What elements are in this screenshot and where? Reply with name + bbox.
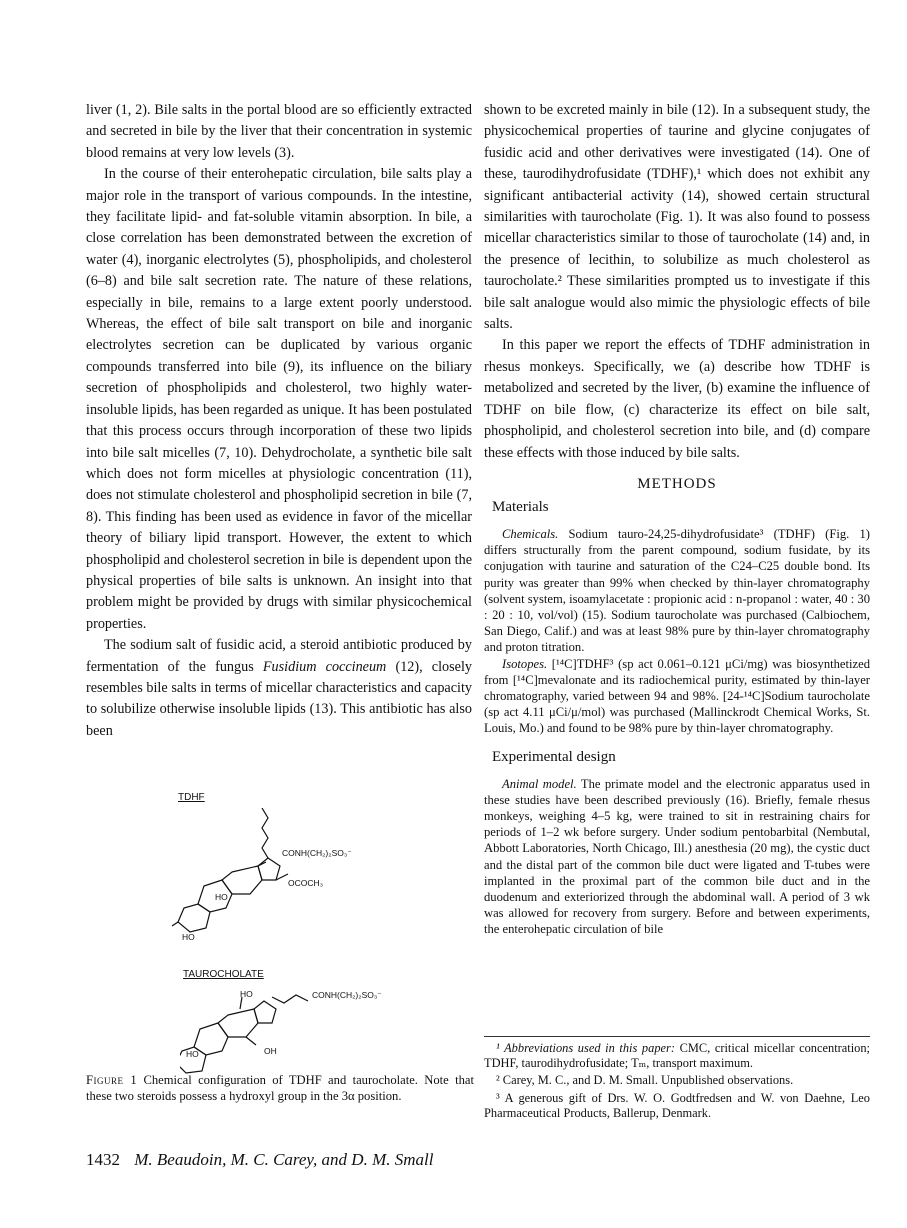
tdhf-ho-bottom: HO	[182, 932, 195, 942]
footnotes	[484, 1036, 870, 1123]
taurocholate-ho-bottom: HO	[186, 1049, 199, 1059]
footnote: ³ A generous gift of Drs. W. O. Godtfredsen and W. von Daehne, Leo Pharmaceutical Products, Ballerup, Denmark.	[484, 1090, 870, 1120]
paragraph: Animal model. The primate model and the electronic apparatus used in these studies have been described previously (16). Briefly, female rhesus monkeys, weighing 4–5 kg, were trained to sit in restraining chairs for periods of 1–2 wk before surgery. Under sodium pentobarbital (Nembutal, Abbott Laboratories, North Chicago, Ill.) anesthesia (20 mg), the cystic duct and the distal part of the common bile duct were ligated and T-tubes were implanted in the proximal part of the common bile duct and in the duodenum and exteriorized through the abdominal wall. A period of 3 wk was allowed for recovery from surgery. Before and between experiments, the enterohepatic circulation of bile	[484, 776, 870, 937]
page-footer	[86, 1150, 433, 1170]
run-in-heading: Animal model.	[502, 776, 577, 791]
paragraph: liver (1, 2). Bile salts in the portal blood are so efficiently extracted and secreted in bile by the liver that their concentration in systemic blood remains at very low levels (3).	[86, 102, 472, 161]
run-in-heading: Isotopes.	[502, 656, 548, 671]
paragraph: Chemicals. Sodium tauro-24,25-dihydrofusidate³ (TDHF) (Fig. 1) differs structurally from the parent compound, sodium fusidate, by its conjugation with taurine and saturation of the C24–C25 double bond. Its purity was greater than 99% when checked by thin-layer chromatography (solvent system, isoamylacetate : propionic acid : n-propanol : water, 40 : 30 : 20 : 10, vol/vol) (15). Sodium taurocholate was purchased (Calbiochem, San Diego, Calif.) and was at least 98% pure by thin-layer chromatography and proton titration.	[484, 526, 870, 655]
footnote: ¹ Abbreviations used in this paper: CMC, critical micellar concentration; TDHF, taurodihydrofusidate; Tₘ, transport maximum.	[484, 1041, 870, 1071]
paragraph: Isotopes. [¹⁴C]TDHF³ (sp act 0.061–0.121 μCi/mg) was biosynthetized from [¹⁴C]mevalonate and its radiochemical purity, estimated by thin-layer chromatography, varied between 94 and 98%. [24-¹⁴C]Sodium taurocholate (sp act 4.11 μCi/μ/mol) was purchased (Mallinckrodt Chemical Works, St. Louis, Mo.) and found to be 98% pure by thin-layer chromatography.	[484, 656, 870, 736]
species-name: Fusidium coccineum	[262, 658, 387, 675]
tdhf-side-chain: CONH(CH₂)₂SO₃⁻	[282, 848, 352, 858]
footnote: ² Carey, M. C., and D. M. Small. Unpublished observations.	[496, 1073, 794, 1088]
subsection-heading-materials: Materials	[492, 498, 549, 515]
right-column	[484, 100, 870, 938]
taurocholate-ho-top: HO	[240, 989, 253, 999]
page-number: 1432	[86, 1150, 120, 1169]
tdhf-ho-top: HO	[215, 892, 228, 902]
figure-caption: Figure 1 Chemical configuration of TDHF and taurocholate. Note that these two steroids possess a hydroxyl group in the 3α position.	[86, 1073, 474, 1103]
taurocholate-oh: OH	[264, 1046, 277, 1056]
paragraph: The sodium salt of fusidic acid, a steroid antibiotic produced by fermentation of the fungus Fusidium coccineum (12), closely resembles bile salts in terms of micellar characteristics and capacity to solubilize otherwise insoluble lipids (13). This antibiotic has also been	[86, 637, 472, 739]
subsection-heading-design: Experimental design	[492, 748, 616, 765]
tdhf-acetate: OCOCH₃	[288, 878, 324, 888]
paragraph: shown to be excreted mainly in bile (12). In a subsequent study, the physicochemical properties of taurine and glycine conjugates of fusidic acid and other derivatives were investigated (14). One of these, taurodihydrofusidate (TDHF),¹ which does not exhibit any significant antibacterial activity (14), showed certain structural similarities with taurocholate (Fig. 1). It was also found to possess micellar characteristics similar to those of taurocholate (14) and, in the presence of lecithin, to solubilize as much cholesterol as taurocholate.² These similarities prompted us to investigate if this bile salt analogue would also mimic the physiologic effects of bile salts.	[484, 102, 870, 333]
figure-title-taurocholate: TAUROCHOLATE	[183, 969, 264, 980]
left-column	[86, 100, 472, 742]
paragraph: In the course of their enterohepatic circulation, bile salts play a major role in the transport of various compounds. In the intestine, they facilitate lipid- and fat-soluble vitamin absorption. In bile, a close correlation has been demonstrated between the excretion of water (4), inorganic electrolytes (5), phospholipids, and cholesterol (6–8) and bile salt secretion rate. The nature of these relations, especially in bile, remains to a large extent poorly understood. Whereas, the effect of bile salt transport on bile and inorganic electrolytes secretion can be duplicated by various organic compounds transferred into bile (9), its influence on the biliary secretion of phospholipids and cholesterol, two highly water-insoluble lipids, has been regarded as unique. It has been postulated that this process occurs through incorporation of these two lipids into bile salt micelles (7, 10). Dehydrocholate, a synthetic bile salt which does not form micelles at physiologic concentration (11), does not stimulate cholesterol and phospholipid secretion in bile (7, 8). This finding has been used as evidence in favor of the micellar theory of biliary lipid transport. However, the extent to which phospholipid and cholesterol secretion in bile is dependent upon the physical properties of bile salts is unknown. An insight into that problem might be provided by drugs with similar physicochemical properties.	[86, 166, 472, 632]
taurocholate-structure	[180, 985, 440, 1075]
taurocholate-side-chain: CONH(CH₂)₂SO₃⁻	[312, 990, 382, 1000]
running-authors: M. Beaudoin, M. C. Carey, and D. M. Small	[134, 1150, 434, 1169]
figure-label: Figure 1	[86, 1073, 138, 1087]
run-in-heading: Chemicals.	[502, 526, 559, 541]
paragraph: In this paper we report the effects of TDHF administration in rhesus monkeys. Specifically, we (a) describe how TDHF is metabolized and secreted by the liver, (b) examine the influence of TDHF on bile flow, (c) characterize its effect on bile salt, phospholipid, and cholesterol secretion into bile, and (d) compare these effects with those induced by bile salts.	[484, 337, 870, 461]
figure-title-tdhf: TDHF	[178, 792, 205, 803]
section-heading-methods: METHODS	[637, 475, 717, 492]
